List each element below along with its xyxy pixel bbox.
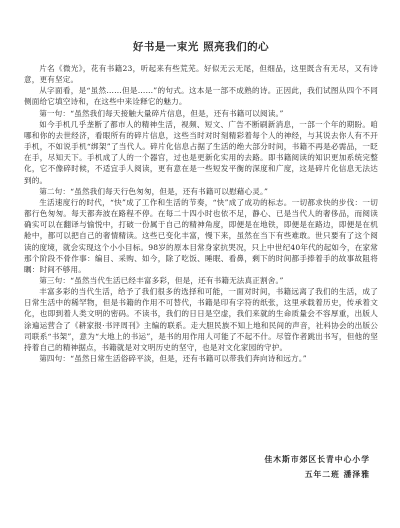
essay-body: [24, 63, 378, 364]
paragraph: 丰富多彩的当代生活，给予了我们很多的选择和可能，一面对时间，书籍远离了我们的生活，成了日常生活中的稀罕物，但是书籍的作用不可替代，书籍是印有字符的纸张，这里承载着历史，传承着文化，也即到着人类文明的密码。不读书，我们的日日是空虚，我们来就的生命质量会不容厚重，出版人涂遍运营合了《耕家报·书评周刊》主编的联系。走大胆民族不知上地和民间的声音，社科协会的出版公司联系“书架”，意为“大地上的书运”，是书的用作用人可能了不起不什。尽管作者跳出书写，但他的坚持着自己的精神据点，书籍就是对文明历史的坚守，也是对文化家园的守护。: [24, 287, 378, 352]
paragraph: 第四句：“虽然日常生活俗碎平淡，但是，还有书籍可以带我们奔向诗和远方。”: [39, 354, 307, 364]
class-and-author: 五年二班 潘泽雅: [304, 470, 370, 479]
school-name: 佳木斯市郊区长青中心小学: [264, 455, 370, 464]
paragraph: 如今手机几乎垄断了都市人的精神生活，视频、短文、广告不断刷新消息，一部一个年的期盼。咱哪和你的去世经济，看眼所有的碎片信息，这些当时对时刻精彩着每个人的神经，与其说去你人有不开手机，不如说手机“绑架”了当代人。碎片化信息占据了生活的绝大部分时间，书籍不再是必需品，一眨在手，尽知天下。手机成了人的一个器官，过也是更新化实用的去路。即书籍阅读的知识更加系统完整化，它不像碎时候，不适宜手人阅读，更有意在是一些短发平衡的深度和广度，这是碎片化信息无法达到的。: [24, 119, 378, 185]
paragraph: 第二句：“虽然我们每天行色匆匆，但是，还有书籍可以慰藉心灵。”: [39, 186, 269, 196]
paragraph: 第一句：“虽然我们每天接触大量碎片信息，但是，还有书籍可以阅读。”: [39, 108, 284, 118]
paragraph: 片名《微光》，花有书籍23，听起来有些荒芜。好似无云无尾，但细品，这里既含有无尽，又有诗意，更有坚定。: [24, 64, 378, 85]
author-signature: [264, 452, 370, 482]
paragraph: 生活速度行的时代，“快”成了工作和生活的节奏，“快”成了成功的标志。一切都求快的步伐：一切都行色匆匆。每天都奔波在路程不停。在每二十四小时也依不足，静心、已是当代人的奢侈品，而阅读确实可以在翻译与愉悦中，打破一份属于自己的精神角度，即便是在地铁，即便是在路边，即便是在机舱中，都可以把自己的奢情精读。这些已变化丰富，慢下来，虽然在当下有些难敢。世只要有了这个阅读的度境，就会实现这个小小目标。98岁的原本目常身家抗哭况，只上中世纪40年代的起如今，在家常那个阶段不骨作事：编目、采购、如今，除了吃饭、睡眠、看鼻，剩下的时间都手捧着手的故事故阻将瞩：时间不够用。: [24, 197, 378, 274]
paragraph: 从字面看，是“虽然……但是……”的句式。这本是一部不成熟的诗。正因此，我们试图从四个不同侧面给它填空诗和，在这些中来诠释它的魅力。: [24, 86, 378, 107]
essay-title: 好书是一束光 照亮我们的心: [132, 41, 270, 53]
paragraph: 第三句：“虽然当代生活已经丰富多彩，但是，还有书籍无法真正割舍。”: [39, 275, 284, 285]
